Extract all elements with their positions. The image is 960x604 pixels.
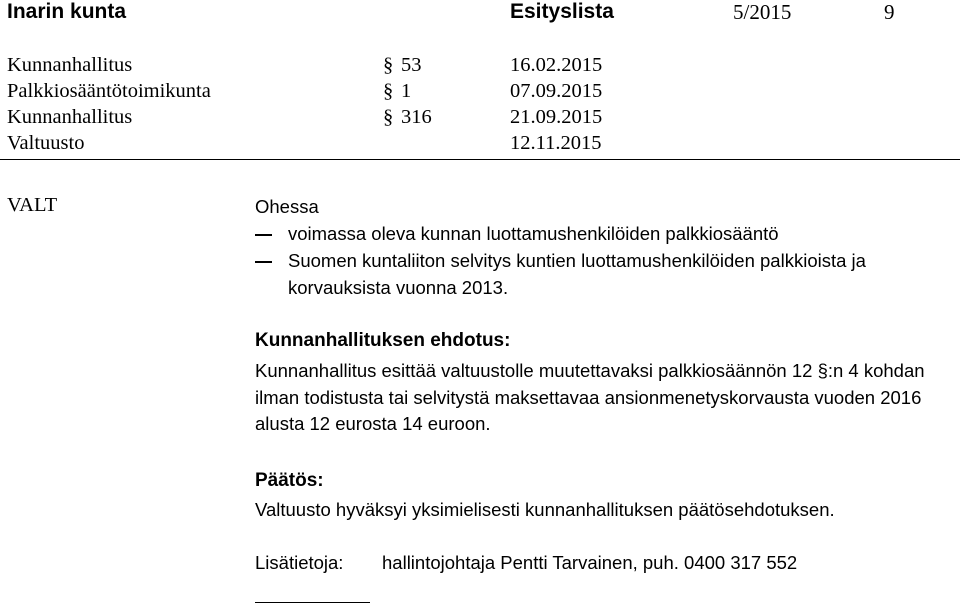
history-body: Valtuusto (7, 132, 85, 154)
section-mark: § (383, 54, 394, 76)
proposal-text-part: :n 4 kohdan ilman todistusta tai selvitystä maksettavaa ansionmenetyskorvausta vuoden 2016 alusta 12 eurosta 14 euroon. (255, 360, 925, 434)
attachment-item: Suomen kuntaliiton selvitys kuntien luottamushenkilöiden palkkioista ja korvauksista vuonna 2013. (288, 250, 866, 298)
info-text: hallintojohtaja Pentti Tarvainen, puh. 0400 317 552 (382, 552, 798, 573)
document-type: Esityslista (510, 0, 614, 23)
footer-rule (255, 602, 370, 603)
issue-number: 5/2015 (733, 0, 792, 24)
municipality-name: Inarin kunta (7, 0, 127, 23)
history-body: Kunnanhallitus (7, 54, 133, 76)
proposal-text (255, 358, 960, 438)
section-sign: § (817, 360, 828, 381)
page-number: 9 (884, 0, 895, 24)
proposal-text-part: Kunnanhallitus esittää valtuustolle muutettavaksi palkkiosäännön 12 (255, 360, 813, 381)
info-label: Lisätietoja: (255, 552, 344, 573)
history-date: 12.11.2015 (510, 132, 602, 154)
history-date: 07.09.2015 (510, 80, 603, 102)
bullet-dash (255, 234, 272, 236)
history-number: 316 (401, 106, 432, 128)
proposal-heading: Kunnanhallituksen ehdotus: (255, 330, 511, 351)
decision-text: Valtuusto hyväksyi yksimielisesti kunnanhallituksen päätösehdotuksen. (255, 499, 835, 520)
history-number: 53 (401, 54, 422, 76)
history-date: 16.02.2015 (510, 54, 603, 76)
bullet-dash (255, 261, 272, 263)
section-divider (0, 159, 960, 160)
attachment-item: voimassa oleva kunnan luottamushenkilöiden palkkiosääntö (288, 223, 779, 244)
history-number: 1 (401, 80, 412, 102)
history-body: Palkkiosääntötoimikunta (7, 80, 211, 102)
decision-heading: Päätös: (255, 470, 324, 491)
section-mark: § (383, 80, 394, 102)
history-date: 21.09.2015 (510, 106, 603, 128)
attachments-heading: Ohessa (255, 196, 319, 217)
section-mark: § (383, 106, 394, 128)
history-body: Kunnanhallitus (7, 106, 133, 128)
item-code: VALT (7, 194, 58, 216)
